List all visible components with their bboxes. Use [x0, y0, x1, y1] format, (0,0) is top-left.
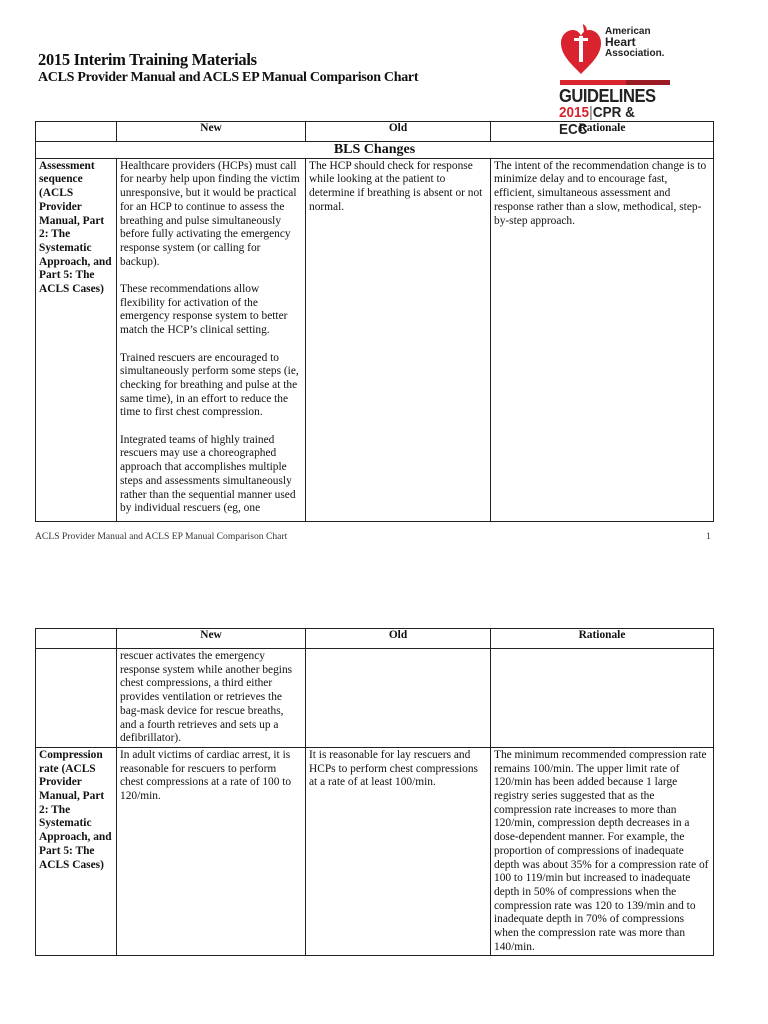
document-title: 2015 Interim Training Materials [38, 50, 257, 69]
heart-torch-icon [559, 24, 603, 76]
cell-old: It is reasonable for lay rescuers and HCPs to perform chest compressions at a rate of at least 100/min. [306, 747, 491, 956]
comparison-table-page2 [35, 628, 714, 956]
table-row [36, 649, 714, 748]
column-header-new: New [117, 629, 306, 649]
cell-rationale [491, 649, 714, 748]
aha-wordmark: American Heart Association. [605, 26, 665, 59]
cell-old: The HCP should check for response while looking at the patient to determine if breathing is absent or not normal. [306, 158, 491, 521]
row-label [36, 649, 117, 748]
section-heading: BLS Changes [36, 142, 714, 159]
table-row [36, 158, 714, 521]
logo-divider [560, 80, 670, 85]
logo-year: 2015|CPR & ECC [559, 104, 635, 138]
page-footer: ACLS Provider Manual and ACLS EP Manual Comparison Chart [35, 531, 288, 542]
comparison-table-page1 [35, 121, 714, 522]
cell-new: In adult victims of cardiac arrest, it is reasonable for rescuers to perform chest compressions at a rate of 100 to 120/min. [117, 747, 306, 956]
table-row [36, 747, 714, 956]
row-label: Compression rate (ACLS Provider Manual, Part 2: The Systematic Approach, and Part 5: The ACLS Cases) [36, 747, 117, 956]
cell-new: Healthcare providers (HCPs) must call for nearby help upon finding the victim unresponsive, but it would be practical for an HCP to continue to assess the breathing and pulse simultaneously before fully activating the emergency response system (or calling for backup). These recommendations allow flexibility for activation of the emergency response system to better match the HCP’s clinical setting. Trained rescuers are encouraged to simultaneously perform some steps (ie, checking for breathing and pulse at the same time), in an effort to reduce the time to first chest compression. Integrated teams of highly trained rescuers may use a choreographed approach that accomplishes multiple steps and assessments simultaneously rather than the sequential manner used by individual rescuers (eg, one [117, 158, 306, 521]
column-header-rationale: Rationale [491, 629, 714, 649]
column-header-blank [36, 629, 117, 649]
column-header-rationale: Rationale [491, 122, 714, 142]
page-number: 1 [706, 531, 711, 542]
column-header-new: New [117, 122, 306, 142]
document-subtitle: ACLS Provider Manual and ACLS EP Manual Comparison Chart [38, 70, 419, 85]
cell-new: rescuer activates the emergency response system while another begins chest compressions, a third either provides ventilation or retrieves the bag-mask device for rescue breaths, and a fourth retrieves and sets up a defibrillator). [117, 649, 306, 748]
column-header-blank [36, 122, 117, 142]
cell-old [306, 649, 491, 748]
column-header-old: Old [306, 122, 491, 142]
cell-rationale: The intent of the recommendation change is to minimize delay and to encourage fast, efficient, simultaneous assessment and response rather than a slow, methodical, step-by-step approach. [491, 158, 714, 521]
column-header-old: Old [306, 629, 491, 649]
cell-rationale: The minimum recommended compression rate remains 100/min. The upper limit rate of 120/min has been added because 1 large registry series suggested that as the compression rate increases to more than 120/min, compression depth decreases in a dose-dependent manner. For example, the proportion of compressions of inadequate depth was about 35% for a compression rate of 100 to 119/min but increased to inadequate depth in 50% of compressions when the compression rate was 120 to 139/min and to inadequate depth in 70% of compressions when the compression rate was more than 140/min. [491, 747, 714, 956]
aha-guidelines-logo [555, 24, 675, 138]
table-header-row [36, 629, 714, 649]
logo-guidelines: GUIDELINES [559, 86, 656, 106]
table-header-row [36, 122, 714, 142]
row-label: Assessment sequence (ACLS Provider Manual, Part 2: The Systematic Approach, and Part 5: The ACLS Cases) [36, 158, 117, 521]
